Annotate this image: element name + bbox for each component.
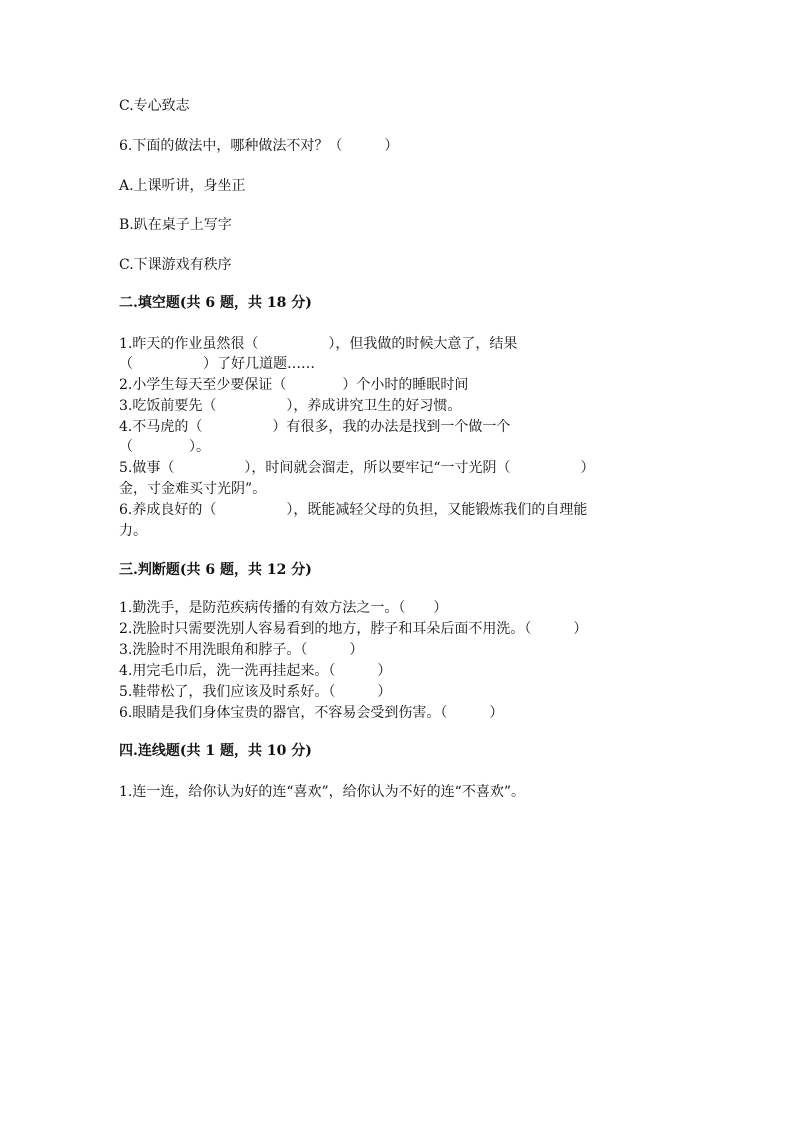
true-false-item-2: 2.洗脸时只需要洗别人容易看到的地方，脖子和耳朵后面不用洗。（ ） — [119, 621, 588, 637]
true-false-item-1: 1.勤洗手，是防范疾病传播的有效方法之一。（ ） — [119, 600, 448, 616]
fill-blank-item-5-line-1: 5.做事（ ），时间就会溜走，所以要牢记“一寸光阴（ ） — [119, 460, 595, 476]
section-heading-true-false: 三.判断题(共 6 题，共 12 分) — [119, 562, 312, 578]
fill-blank-item-6-line-1: 6.养成良好的（ ），既能减轻父母的负担，又能锻炼我们的自理能 — [119, 502, 588, 518]
q6-stem: 6.下面的做法中，哪种做法不对？（ ） — [119, 138, 399, 154]
q6-option-c: C.下课游戏有秩序 — [119, 257, 232, 273]
section-heading-fill-blank: 二.填空题(共 6 题，共 18 分) — [119, 295, 312, 311]
fill-blank-item-1-line-1: 1.昨天的作业虽然很（ ），但我做的时候大意了，结果 — [119, 336, 518, 352]
true-false-item-3: 3.洗脸时不用洗眼角和脖子。（ ） — [119, 642, 364, 658]
fill-blank-item-6-line-2: 力。 — [119, 523, 147, 539]
fill-blank-item-4-line-2: （ ）。 — [119, 439, 210, 455]
q6-option-b: B.趴在桌子上写字 — [119, 217, 232, 233]
section-heading-matching: 四.连线题(共 1 题，共 10 分) — [119, 743, 312, 759]
q6-option-a: A.上课听讲，身坐正 — [119, 178, 246, 194]
fill-blank-item-2: 2.小学生每天至少要保证（ ）个小时的睡眠时间 — [119, 377, 469, 393]
true-false-item-5: 5.鞋带松了，我们应该及时系好。（ ） — [119, 684, 392, 700]
true-false-item-4: 4.用完毛巾后，洗一洗再挂起来。（ ） — [119, 663, 392, 679]
fill-blank-item-3: 3.吃饭前要先（ ），养成讲究卫生的好习惯。 — [119, 398, 462, 414]
q5-option-c: C.专心致志 — [119, 98, 190, 114]
true-false-item-6: 6.眼睛是我们身体宝贵的器官，不容易会受到伤害。（ ） — [119, 705, 504, 721]
fill-blank-item-4-line-1: 4.不马虎的（ ）有很多，我的办法是找到一个做一个 — [119, 419, 511, 435]
matching-item-1: 1.连一连，给你认为好的连“喜欢”，给你认为不好的连“不喜欢”。 — [119, 784, 525, 800]
fill-blank-item-5-line-2: 金，寸金难买寸光阴”。 — [119, 481, 267, 497]
fill-blank-item-1-line-2: （ ）了好几道题…… — [119, 356, 315, 372]
